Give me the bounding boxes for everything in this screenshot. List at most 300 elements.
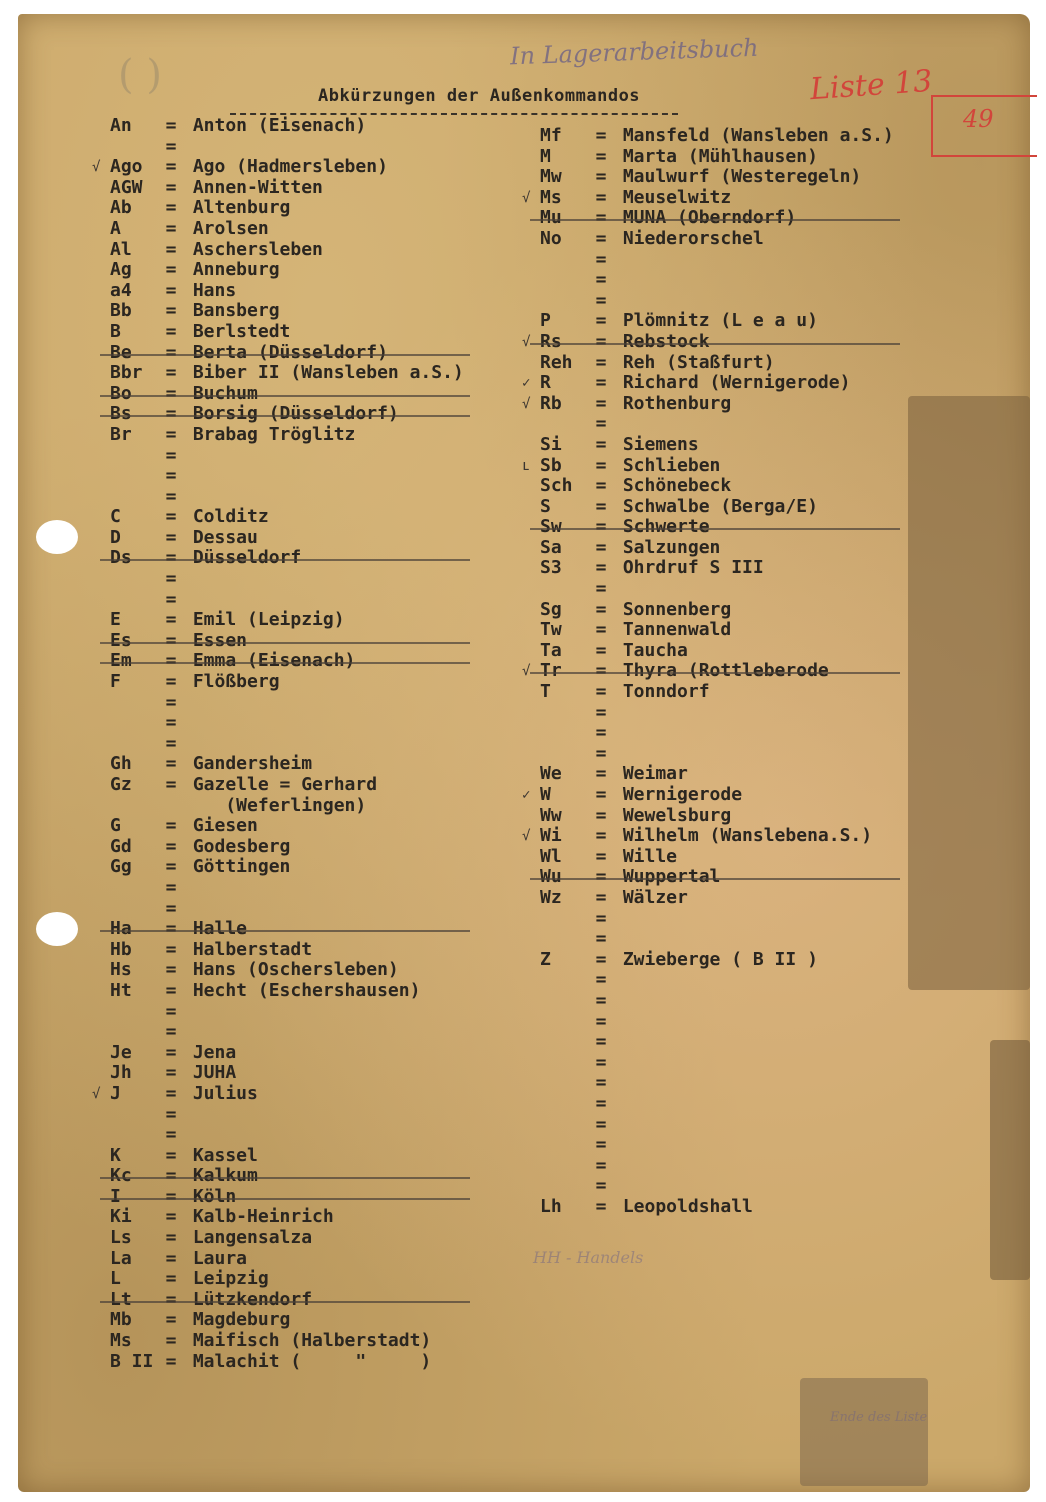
camp-name [612, 290, 623, 311]
abbreviation-row [540, 1197, 894, 1218]
camp-name: Colditz [182, 506, 269, 528]
check-mark: ✓ [522, 375, 531, 392]
abbreviation-code: Ta [540, 639, 562, 661]
abbreviation-code: D [110, 526, 121, 548]
equals-sign: = [595, 948, 607, 970]
equals-sign: = [165, 1041, 177, 1063]
equals-sign: = [165, 732, 177, 754]
equals-sign: = [165, 547, 177, 569]
abbreviation-row [540, 1032, 894, 1053]
abbreviation-row [540, 1073, 894, 1094]
abbreviation-row [540, 208, 894, 229]
abbreviation-row [110, 919, 464, 940]
equals-sign: = [165, 279, 177, 301]
abbreviation-row [110, 1269, 464, 1290]
equals-sign: = [595, 392, 607, 414]
camp-name [612, 1011, 623, 1032]
strikethrough-line [100, 395, 470, 397]
equals-sign: = [595, 227, 607, 249]
strikethrough-line [100, 415, 470, 417]
abbreviation-code: Be [110, 341, 132, 363]
equals-sign: = [595, 886, 607, 908]
abbreviation-code: R [540, 372, 551, 394]
camp-name [182, 692, 193, 713]
handwritten-note-corner: Ende des Liste [830, 1410, 928, 1425]
abbreviation-code: Mf [540, 125, 562, 146]
abbreviation-code: Ab [110, 197, 132, 219]
equals-sign: = [165, 362, 177, 384]
abbreviation-row [540, 950, 894, 971]
abbreviation-row [110, 981, 464, 1002]
camp-name [182, 1124, 193, 1145]
abbreviation-row [110, 137, 464, 158]
equals-sign: = [595, 598, 607, 620]
abbreviation-row [110, 240, 464, 261]
equals-sign: = [165, 1268, 177, 1290]
equals-sign: = [165, 1000, 177, 1022]
abbreviation-row [522, 825, 894, 847]
abbreviation-row [522, 186, 894, 209]
page-title: Abkürzungen der Außenkommandos [318, 86, 641, 106]
abbreviation-row [110, 322, 464, 343]
abbreviation-row [540, 167, 894, 188]
camp-name [612, 269, 623, 290]
punch-hole [36, 520, 78, 554]
equals-sign: = [595, 475, 607, 497]
abbreviation-code: a4 [110, 279, 132, 301]
abbreviation-row [540, 229, 894, 250]
camp-name [182, 1021, 193, 1042]
equals-sign: = [595, 516, 607, 538]
abbreviation-row [540, 414, 894, 435]
left-abbreviation-column [92, 115, 464, 1372]
camp-name: Hecht (Eschershausen) [182, 979, 421, 1001]
check-mark: √ [522, 828, 531, 845]
strikethrough-line [100, 1198, 470, 1200]
abbreviation-code: C [110, 506, 121, 528]
camp-name: Schönebeck [612, 475, 732, 497]
camp-name: Berlstedt [182, 320, 291, 342]
abbreviation-code: Sa [540, 536, 562, 558]
equals-sign: = [595, 1113, 607, 1135]
abbreviation-row [110, 301, 464, 322]
equals-sign: = [595, 269, 607, 291]
abbreviation-row [110, 796, 464, 817]
abbreviation-code: Ki [110, 1206, 132, 1228]
abbreviation-row [110, 1063, 464, 1084]
camp-name: Biber II (Wansleben a.S.) [182, 362, 464, 384]
camp-name: Schwalbe (Berga/E) [612, 495, 818, 517]
equals-sign: = [165, 1062, 177, 1084]
equals-sign: = [595, 330, 607, 352]
abbreviation-row [110, 1187, 464, 1208]
camp-name: Tannenwald [612, 619, 732, 641]
abbreviation-row [110, 178, 464, 199]
equals-sign: = [165, 320, 177, 342]
camp-name [612, 702, 623, 723]
camp-name [612, 928, 623, 949]
abbreviation-row [540, 909, 894, 930]
camp-name: Schwerte [612, 516, 710, 538]
equals-sign: = [165, 341, 177, 363]
equals-sign: = [595, 495, 607, 517]
equals-sign: = [165, 115, 177, 136]
abbreviation-row [540, 1012, 894, 1033]
camp-name: Hans (Oschersleben) [182, 959, 399, 981]
camp-name: Jena [182, 1041, 237, 1063]
check-mark: ʟ [522, 457, 531, 474]
equals-sign: = [595, 722, 607, 744]
camp-name: Wälzer [612, 886, 688, 908]
abbreviation-code: A [110, 217, 121, 239]
equals-sign: = [165, 1082, 177, 1104]
abbreviation-row [540, 497, 894, 518]
camp-name: MUNA (Oberndorf) [612, 207, 797, 229]
equals-sign: = [595, 866, 607, 888]
camp-name [182, 733, 193, 754]
camp-name: Wewelsburg [612, 804, 732, 826]
camp-name [182, 877, 193, 898]
camp-name: Altenburg [182, 197, 291, 219]
check-mark: √ [522, 663, 531, 680]
abbreviation-code: Sb [540, 454, 562, 476]
equals-sign: = [595, 289, 607, 311]
equals-sign: = [595, 1031, 607, 1053]
abbreviation-row [110, 1105, 464, 1126]
abbreviation-row [522, 330, 894, 353]
abbreviation-row [540, 126, 894, 147]
camp-name [612, 969, 623, 990]
abbreviation-row [110, 878, 464, 899]
equals-sign: = [165, 691, 177, 713]
abbreviation-row [110, 899, 464, 920]
abbreviation-row [110, 1166, 464, 1187]
camp-name: Aschersleben [182, 238, 323, 260]
abbreviation-row [110, 425, 464, 446]
camp-name: Hans [182, 279, 237, 301]
equals-sign: = [595, 989, 607, 1011]
camp-name [612, 578, 623, 599]
equals-sign: = [595, 907, 607, 929]
equals-sign: = [165, 1185, 177, 1207]
equals-sign: = [595, 742, 607, 764]
abbreviation-row [540, 703, 894, 724]
abbreviation-row [110, 837, 464, 858]
abbreviation-code: Ls [110, 1227, 132, 1249]
camp-name: Ago (Hadmersleben) [182, 156, 388, 178]
camp-name: Wille [612, 845, 678, 867]
check-mark: √ [522, 395, 531, 412]
equals-sign: = [595, 763, 607, 785]
equals-sign: = [165, 506, 177, 528]
equals-sign: = [165, 526, 177, 548]
abbreviation-row [110, 363, 464, 384]
abbreviation-code: Je [110, 1041, 132, 1063]
camp-name: Bansberg [182, 300, 280, 322]
equals-sign: = [165, 774, 177, 795]
abbreviation-code: Sw [540, 516, 562, 538]
strikethrough-line [100, 642, 470, 644]
camp-name: Siemens [612, 433, 699, 455]
equals-sign: = [595, 145, 607, 167]
camp-name: Berta (Düsseldorf) [182, 341, 388, 363]
strikethrough-line [530, 343, 900, 345]
strikethrough-line [530, 219, 900, 221]
equals-sign: = [165, 650, 177, 672]
camp-name: Schlieben [612, 454, 721, 476]
abbreviation-row [110, 569, 464, 590]
abbreviation-row [540, 641, 894, 662]
equals-sign: = [165, 176, 177, 198]
camp-name: Leopoldshall [612, 1195, 753, 1217]
abbreviation-code: Hs [110, 959, 132, 981]
camp-name: Marta (Mühlhausen) [612, 145, 818, 167]
camp-name: Dessau [182, 526, 258, 548]
abbreviation-row [110, 1249, 464, 1270]
equals-sign: = [595, 186, 607, 208]
camp-name: Sonnenberg [612, 598, 732, 620]
equals-sign: = [165, 938, 177, 960]
abbreviation-row [540, 888, 894, 909]
camp-name [612, 413, 623, 434]
abbreviation-code: Jh [110, 1062, 132, 1084]
equals-sign: = [595, 845, 607, 867]
equals-sign: = [165, 485, 177, 507]
abbreviation-code: AGW [110, 176, 143, 198]
camp-name: Wilhelm (Wanslebena.S.) [612, 825, 873, 847]
abbreviation-row [110, 1022, 464, 1043]
abbreviation-row [110, 816, 464, 837]
camp-name [612, 1155, 623, 1176]
equals-sign: = [165, 1247, 177, 1269]
abbreviation-row [540, 579, 894, 600]
page-number: 49 [963, 105, 994, 133]
equals-sign: = [595, 125, 607, 146]
abbreviation-row [540, 867, 894, 888]
equals-sign: = [165, 588, 177, 610]
camp-name: Weimar [612, 763, 688, 785]
abbreviation-code: Bs [110, 403, 132, 425]
camp-name: Essen [182, 629, 248, 651]
abbreviation-row [110, 713, 464, 734]
camp-name: JUHA [182, 1062, 237, 1084]
equals-sign: = [595, 454, 607, 476]
equals-sign: = [595, 928, 607, 950]
camp-name [182, 486, 193, 507]
equals-sign: = [595, 372, 607, 394]
camp-name [182, 898, 193, 919]
equals-sign: = [595, 207, 607, 229]
abbreviation-row [540, 682, 894, 703]
abbreviation-code: Bb [110, 300, 132, 322]
abbreviation-code: I [110, 1185, 121, 1207]
camp-name: Borsig (Düsseldorf) [182, 403, 399, 425]
abbreviation-code: Reh [540, 351, 573, 373]
abbreviation-code: K [110, 1144, 121, 1166]
equals-sign: = [165, 217, 177, 239]
camp-name: Tonndorf [612, 681, 710, 703]
equals-sign: = [595, 1195, 607, 1217]
equals-sign: = [165, 897, 177, 919]
camp-name: Flößberg [182, 671, 280, 693]
abbreviation-row [110, 260, 464, 281]
camp-name: Wernigerode [612, 784, 743, 805]
equals-sign: = [595, 248, 607, 270]
abbreviation-row [540, 558, 894, 579]
camp-name: Anton (Eisenach) [182, 115, 367, 136]
abbreviation-code: Gd [110, 835, 132, 857]
equals-sign: = [595, 825, 607, 847]
camp-name: Plömnitz (L e a u) [612, 310, 818, 332]
camp-name: Emil (Leipzig) [182, 609, 345, 631]
abbreviation-code: Ds [110, 547, 132, 569]
abbreviation-code: Rb [540, 392, 562, 414]
camp-name [612, 1175, 623, 1196]
equals-sign: = [595, 1010, 607, 1032]
abbreviation-code: Tw [540, 619, 562, 641]
abbreviation-row [540, 311, 894, 332]
camp-name [612, 1052, 623, 1073]
abbreviation-row [110, 754, 464, 775]
camp-name: Köln [182, 1185, 237, 1207]
equals-sign: = [165, 609, 177, 631]
abbreviation-code: Al [110, 238, 132, 260]
abbreviation-code: Ht [110, 979, 132, 1001]
abbreviation-row [110, 960, 464, 981]
abbreviation-row [540, 147, 894, 168]
abbreviation-row [110, 1290, 464, 1311]
equals-sign: = [595, 619, 607, 641]
camp-name [612, 1134, 623, 1155]
abbreviation-row [110, 198, 464, 219]
abbreviation-row [540, 476, 894, 497]
abbreviation-row [110, 1002, 464, 1023]
equals-sign: = [165, 753, 177, 775]
equals-sign: = [595, 1051, 607, 1073]
abbreviation-code: Gz [110, 774, 132, 795]
abbreviation-row [110, 404, 464, 425]
abbreviation-code: Lt [110, 1288, 132, 1310]
camp-name: Leipzig [182, 1268, 269, 1290]
equals-sign: = [165, 465, 177, 487]
red-list-label: Liste 13 [808, 63, 934, 108]
paper-stain [908, 396, 1030, 990]
equals-sign: = [595, 557, 607, 579]
abbreviation-row [540, 1156, 894, 1177]
equals-sign: = [165, 1206, 177, 1228]
abbreviation-row [110, 528, 464, 549]
abbreviation-row [540, 1094, 894, 1115]
abbreviation-code: Mb [110, 1309, 132, 1331]
abbreviation-code: Ms [110, 1330, 132, 1352]
camp-name [182, 445, 193, 466]
abbreviation-row [540, 291, 894, 312]
camp-name: Emma (Eisenach) [182, 650, 356, 672]
equals-sign: = [165, 1288, 177, 1310]
abbreviation-code: W [540, 784, 551, 805]
abbreviation-row [540, 517, 894, 538]
equals-sign: = [165, 403, 177, 425]
strikethrough-line [100, 1301, 470, 1303]
equals-sign: = [595, 639, 607, 661]
camp-name: Düsseldorf [182, 547, 302, 569]
abbreviation-code: La [110, 1247, 132, 1269]
camp-name: Richard (Wernigerode) [612, 372, 851, 394]
camp-name: Reh (Staßfurt) [612, 351, 775, 373]
camp-name: Laura [182, 1247, 248, 1269]
abbreviation-code: Es [110, 629, 132, 651]
equals-sign: = [165, 135, 177, 157]
equals-sign: = [595, 1134, 607, 1156]
camp-name: Göttingen [182, 856, 291, 878]
abbreviation-row [92, 156, 464, 178]
abbreviation-code: Ww [540, 804, 562, 826]
abbreviation-code: Wz [540, 886, 562, 908]
abbreviation-code: Wl [540, 845, 562, 867]
abbreviation-row [540, 270, 894, 291]
camp-name: Lützkendorf [182, 1288, 313, 1310]
camp-name [612, 990, 623, 1011]
abbreviation-row [110, 466, 464, 487]
abbreviation-code: Sch [540, 475, 573, 497]
camp-name [182, 1104, 193, 1125]
abbreviation-row [110, 651, 464, 672]
abbreviation-row [110, 1207, 464, 1228]
equals-sign: = [595, 351, 607, 373]
abbreviation-code: Ms [540, 186, 562, 208]
abbreviation-row [110, 1125, 464, 1146]
camp-name: Maulwurf (Westeregeln) [612, 166, 862, 188]
handwritten-note-top: In Lagerarbeitsbuch [509, 33, 759, 71]
faint-pencil-mark: ( ) [118, 52, 162, 98]
camp-name: Kassel [182, 1144, 258, 1166]
abbreviation-row [110, 219, 464, 240]
abbreviation-row [110, 775, 464, 796]
equals-sign: = [165, 382, 177, 404]
equals-sign: = [595, 1092, 607, 1114]
strikethrough-line [100, 930, 470, 932]
abbreviation-row [110, 1043, 464, 1064]
camp-name: Ohrdruf S III [612, 557, 764, 579]
camp-name [612, 249, 623, 270]
camp-name: Malachit ( " ) [182, 1350, 432, 1372]
equals-sign: = [165, 238, 177, 260]
camp-name: Niederorschel [612, 227, 764, 249]
abbreviation-row [110, 1228, 464, 1249]
abbreviation-row [540, 723, 894, 744]
abbreviation-row [110, 446, 464, 467]
check-mark: √ [92, 1085, 101, 1102]
abbreviation-code: Si [540, 433, 562, 455]
camp-name: Rothenburg [612, 392, 732, 414]
camp-name [612, 722, 623, 743]
equals-sign: = [595, 578, 607, 600]
abbreviation-row [540, 764, 894, 785]
abbreviation-row [110, 343, 464, 364]
abbreviation-code: We [540, 763, 562, 785]
strikethrough-line [530, 528, 900, 530]
abbreviation-code: Ha [110, 918, 132, 940]
abbreviation-row [110, 116, 464, 137]
abbreviation-row [522, 454, 894, 477]
abbreviation-row [92, 1082, 464, 1105]
camp-name [612, 743, 623, 764]
abbreviation-row [522, 784, 894, 806]
abbreviation-code: M [540, 145, 551, 167]
abbreviation-row [110, 281, 464, 302]
camp-name: Wuppertal [612, 866, 721, 888]
camp-name: Maifisch (Halberstadt) [182, 1330, 432, 1352]
